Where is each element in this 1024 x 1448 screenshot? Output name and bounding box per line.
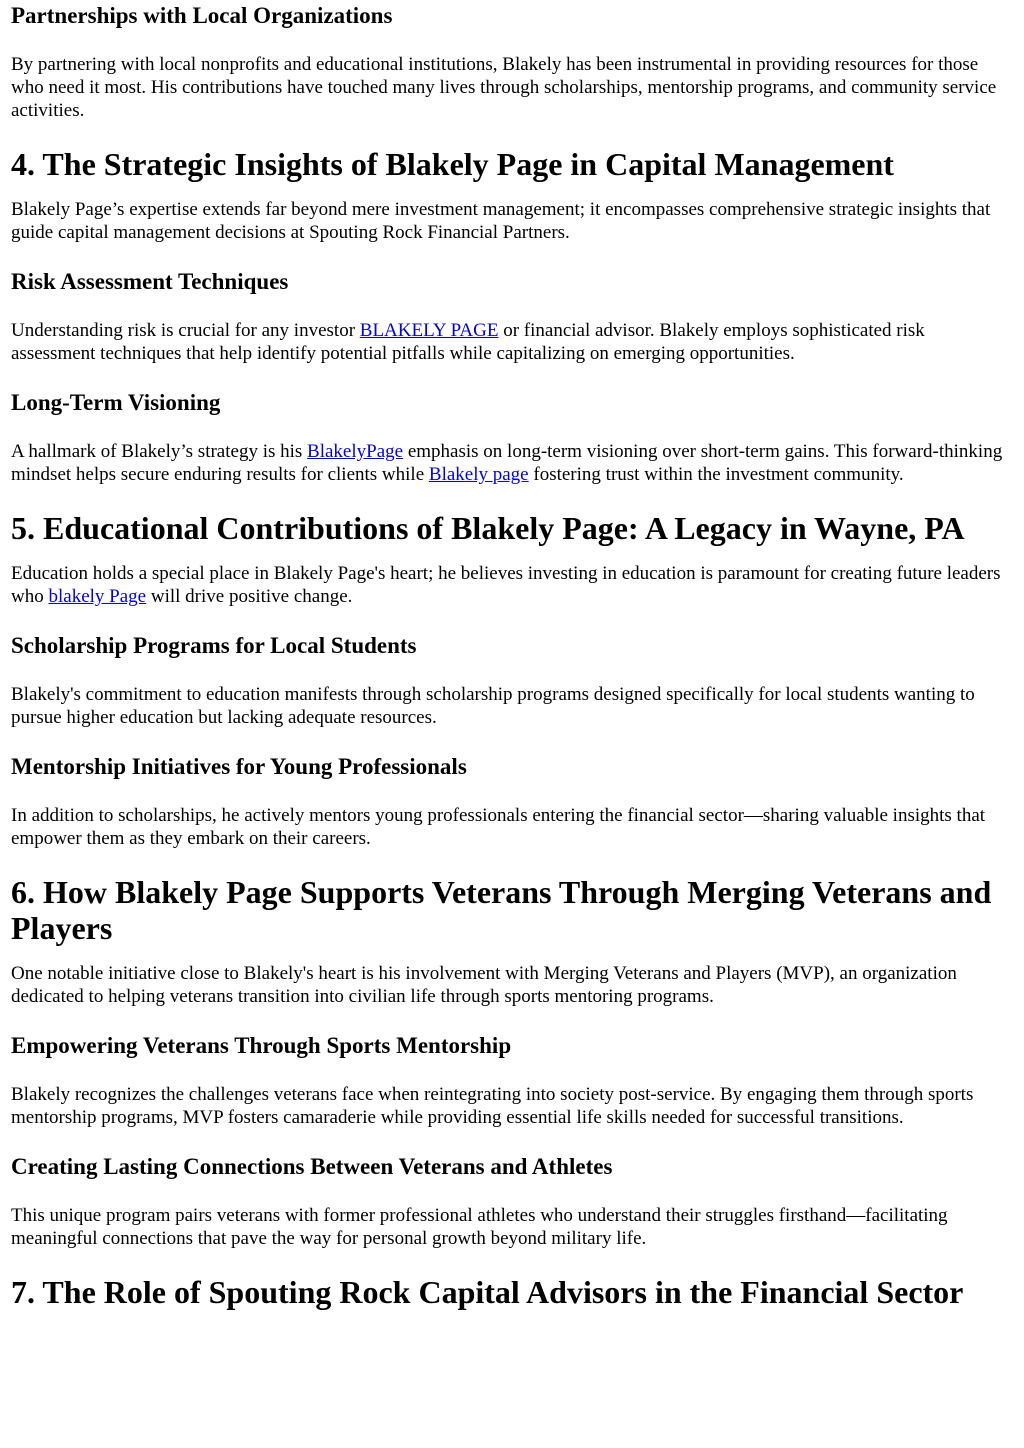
heading-strategic-insights: 4. The Strategic Insights of Blakely Page in Capital Management: [11, 146, 894, 182]
paragraph-supports-veterans: One notable initiative close to Blakely's heart is his involvement with Merging Veterans and Players (MVP), an organization dedicated to helping veterans transition into civilian life through sports mentoring programs.: [11, 963, 957, 1007]
heading-long-term-visioning: Long-Term Visioning: [11, 390, 221, 415]
heading-mentorship-initiatives: Mentorship Initiatives for Young Professionals: [11, 754, 467, 779]
educational-text-after-link: will drive positive change.: [146, 586, 353, 607]
paragraph-mentorship-initiatives: In addition to scholarships, he actively mentors young professionals entering the financial sector—sharing valuable insights that empower them as they embark on their careers.: [11, 805, 986, 849]
paragraph-scholarship-programs: Blakely's commitment to education manifests through scholarship programs designed specifically for local students wanting to pursue higher education but lacking adequate resources.: [11, 684, 975, 728]
risk-text-after-link: or financial advisor. Blakely employs sophisticated risk assessment techniques that help identify potential pitfalls while capitalizing on emerging opportunities.: [11, 320, 925, 364]
paragraph-lasting-connections: This unique program pairs veterans with former professional athletes who understand their struggles firsthand—facilitating meaningful connections that pave the way for personal growth beyond military life.: [11, 1205, 948, 1249]
heading-spouting-rock-role: 7. The Role of Spouting Rock Capital Advisors in the Financial Sector: [11, 1274, 964, 1310]
heading-partnerships: Partnerships with Local Organizations: [11, 3, 393, 28]
heading-empowering-veterans: Empowering Veterans Through Sports Mentorship: [11, 1033, 512, 1058]
blakelypage-link-longterm[interactable]: BlakelyPage: [307, 441, 404, 462]
paragraph-empowering-veterans: Blakely recognizes the challenges veterans face when reintegrating into society post-service. By engaging them through sports mentorship programs, MVP fosters camaraderie while providing essential life skills needed for successful transitions.: [11, 1084, 974, 1128]
educational-text-before-link: Education holds a special place in Blakely Page's heart; he believes investing in education is paramount for creating future leaders who: [11, 563, 1001, 607]
longterm-text-2: emphasis on long-term visioning over short-term gains. This forward-thinking mindset helps secure enduring results for clients while: [11, 441, 1003, 485]
longterm-text-3: fostering trust within the investment community.: [528, 464, 904, 485]
blakely-page-link-risk[interactable]: BLAKELY PAGE: [359, 320, 499, 341]
heading-scholarship-programs: Scholarship Programs for Local Students: [11, 633, 417, 658]
paragraph-long-term-visioning: [11, 440, 1013, 486]
heading-supports-veterans: 6. How Blakely Page Supports Veterans Through Merging Veterans and Players: [11, 874, 992, 946]
blakely-page-link-longterm[interactable]: Blakely page: [428, 464, 529, 485]
blakely-page-link-educational[interactable]: blakely Page: [48, 586, 147, 607]
paragraph-risk-assessment: [11, 319, 1013, 365]
heading-risk-assessment: Risk Assessment Techniques: [11, 269, 289, 294]
longterm-text-1: A hallmark of Blakely’s strategy is his: [11, 441, 308, 462]
paragraph-educational-contributions: [11, 562, 1013, 608]
paragraph-partnerships: By partnering with local nonprofits and educational institutions, Blakely has been instrumental in providing resources for those who need it most. His contributions have touched many lives through scholarships, mentorship programs, and community service activities.: [11, 54, 997, 121]
paragraph-strategic-insights: Blakely Page’s expertise extends far beyond mere investment management; it encompasses comprehensive strategic insights that guide capital management decisions at Spouting Rock Financial Partners.: [11, 199, 991, 243]
heading-educational-contributions: 5. Educational Contributions of Blakely Page: A Legacy in Wayne, PA: [11, 510, 965, 546]
heading-lasting-connections: Creating Lasting Connections Between Veterans and Athletes: [11, 1154, 613, 1179]
risk-text-before-link: Understanding risk is crucial for any investor: [11, 320, 360, 341]
